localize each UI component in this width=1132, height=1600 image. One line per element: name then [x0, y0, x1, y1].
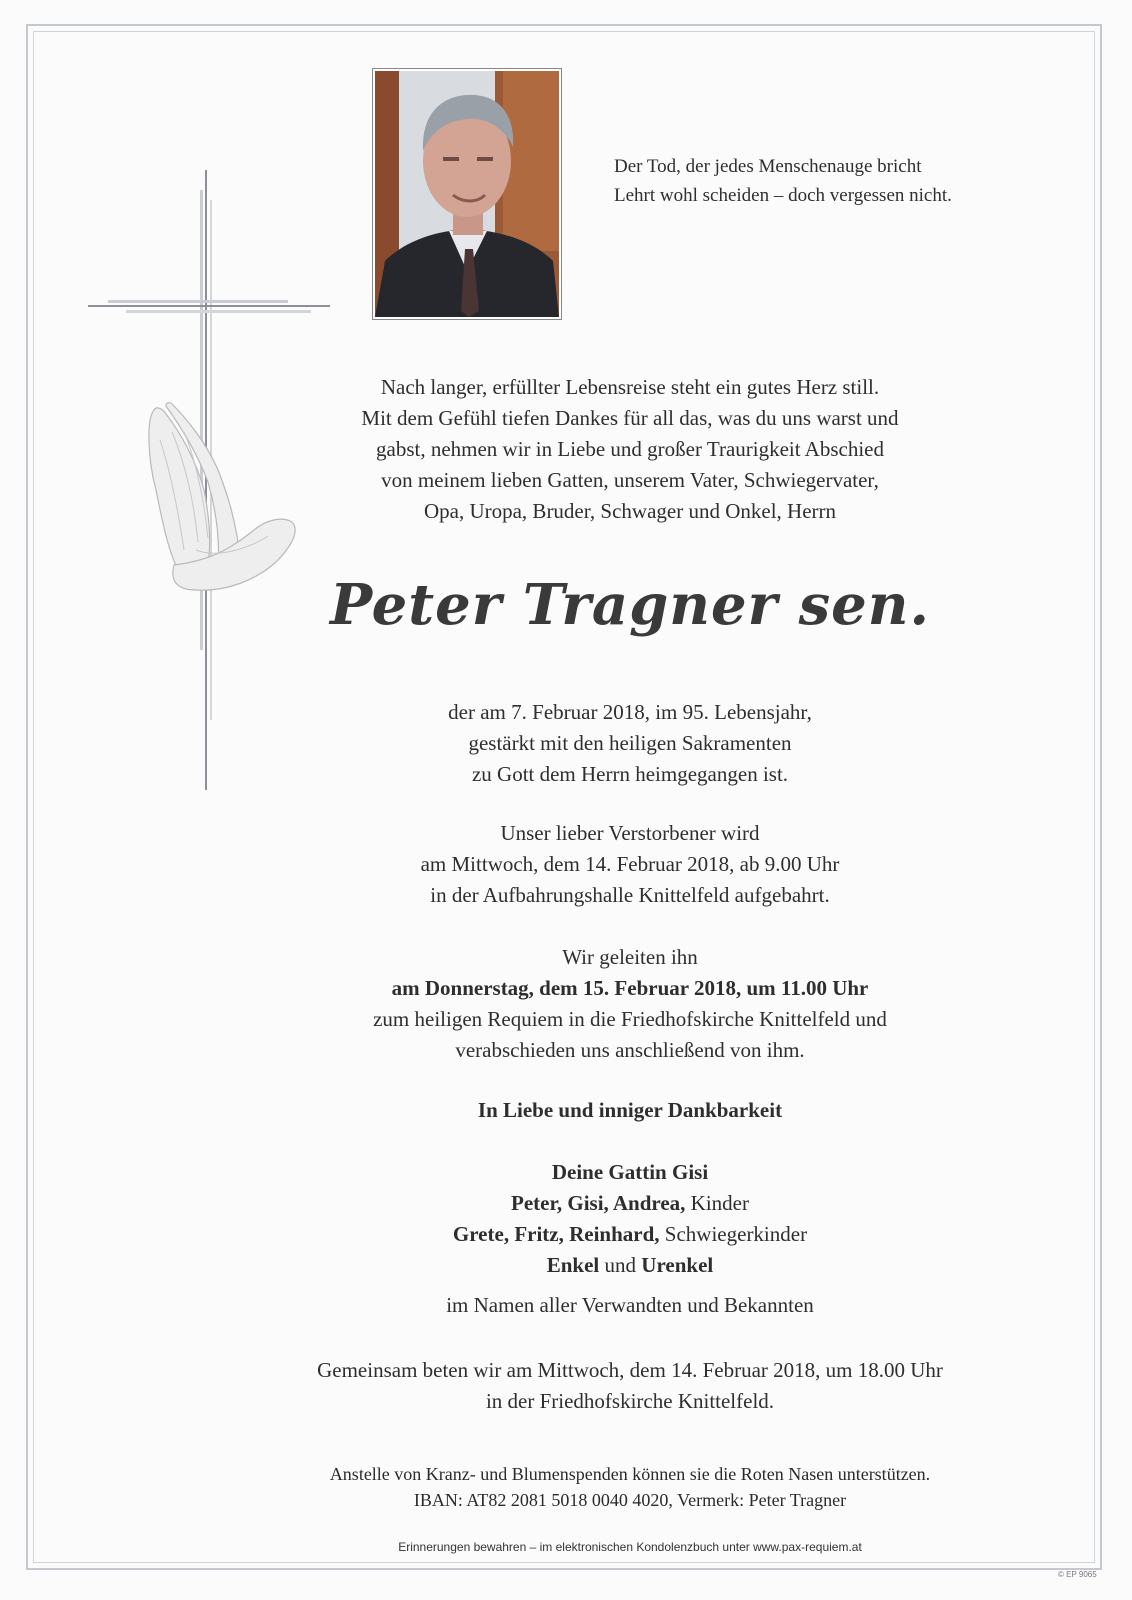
funeral-date: am Donnerstag, dem 15. Februar 2018, um 11.00 Uhr [391, 976, 869, 1000]
print-code: © EP 9065 [1058, 1570, 1097, 1579]
closing-line: In Liebe und inniger Dankbarkeit [477, 1098, 783, 1122]
quote-line-1: Der Tod, der jedes Menschenauge bricht [614, 156, 922, 177]
intro-line-5: Opa, Uropa, Bruder, Schwager und Onkel, Herrn [423, 499, 837, 523]
grandchildren-label: Enkel [546, 1253, 600, 1277]
intro-line-2: Mit dem Gefühl tiefen Dankes für all das, was du uns warst und [361, 406, 899, 430]
children-label: Kinder [690, 1191, 749, 1215]
memorial-quote [614, 152, 952, 210]
prayer-info [130, 1355, 1130, 1417]
und-label: und [604, 1253, 637, 1277]
funeral-info [230, 942, 1030, 1066]
deceased-name: Peter Tragner sen. [330, 572, 930, 638]
prayer-line-2: in der Friedhofskirche Knittelfeld. [485, 1389, 775, 1413]
intro-line-4: von meinem lieben Gatten, unserem Vater, Schwiegervater, [381, 468, 879, 492]
quote-line-2: Lehrt wohl scheiden – doch vergessen nicht. [614, 185, 952, 206]
viewing-line-1: Unser lieber Verstorbener wird [500, 821, 760, 845]
donation-iban: IBAN: AT82 2081 5018 0040 4020, Vermerk: Peter Tragner [413, 1490, 847, 1510]
intro-line-1: Nach langer, erfüllter Lebensreise steht ein gutes Herz still. [380, 375, 880, 399]
on-behalf-line: im Namen aller Verwandten und Bekannten [446, 1293, 814, 1317]
death-line-3: zu Gott dem Herrn heimgegangen ist. [471, 762, 789, 786]
children-names: Peter, Gisi, Andrea, [511, 1191, 686, 1215]
mourner-children [230, 1188, 1030, 1219]
funeral-line-3: zum heiligen Requiem in die Friedhofskirche Knittelfeld und [373, 1007, 887, 1031]
prayer-line-1: Gemeinsam beten wir am Mittwoch, dem 14. Februar 2018, um 18.00 Uhr [317, 1358, 943, 1382]
inlaws-label: Schwiegerkinder [664, 1222, 808, 1246]
great-grandchildren-label: Urenkel [641, 1253, 714, 1277]
donation-line-1: Anstelle von Kranz- und Blumenspenden können sie die Roten Nasen unterstützen. [329, 1464, 931, 1484]
death-line-1: der am 7. Februar 2018, im 95. Lebensjahr, [448, 700, 812, 724]
inlaws-names: Grete, Fritz, Reinhard, [452, 1222, 660, 1246]
death-notice [230, 697, 1030, 790]
portrait-image [375, 71, 559, 317]
mourner-grandchildren [230, 1250, 1030, 1281]
viewing-line-2: am Mittwoch, dem 14. Februar 2018, ab 9.00 Uhr [420, 852, 840, 876]
viewing-line-3: in der Aufbahrungshalle Knittelfeld aufgebahrt. [430, 883, 830, 907]
donation-info [130, 1461, 1130, 1513]
footer-note: Erinnerungen bewahren – im elektronischen Kondolenzbuch unter www.pax-requiem.at [398, 1540, 862, 1554]
intro-paragraph [230, 372, 1030, 527]
portrait-photo [372, 68, 562, 320]
mourner-inlaws [230, 1219, 1030, 1250]
funeral-line-1: Wir geleiten ihn [562, 945, 698, 969]
mourners-list [230, 1157, 1030, 1321]
mourner-wife: Deine Gattin Gisi [551, 1160, 709, 1184]
funeral-line-4: verabschieden uns anschließend von ihm. [455, 1038, 805, 1062]
viewing-info [230, 818, 1030, 911]
death-line-2: gestärkt mit den heiligen Sakramenten [468, 731, 792, 755]
intro-line-3: gabst, nehmen wir in Liebe und großer Traurigkeit Abschied [376, 437, 884, 461]
